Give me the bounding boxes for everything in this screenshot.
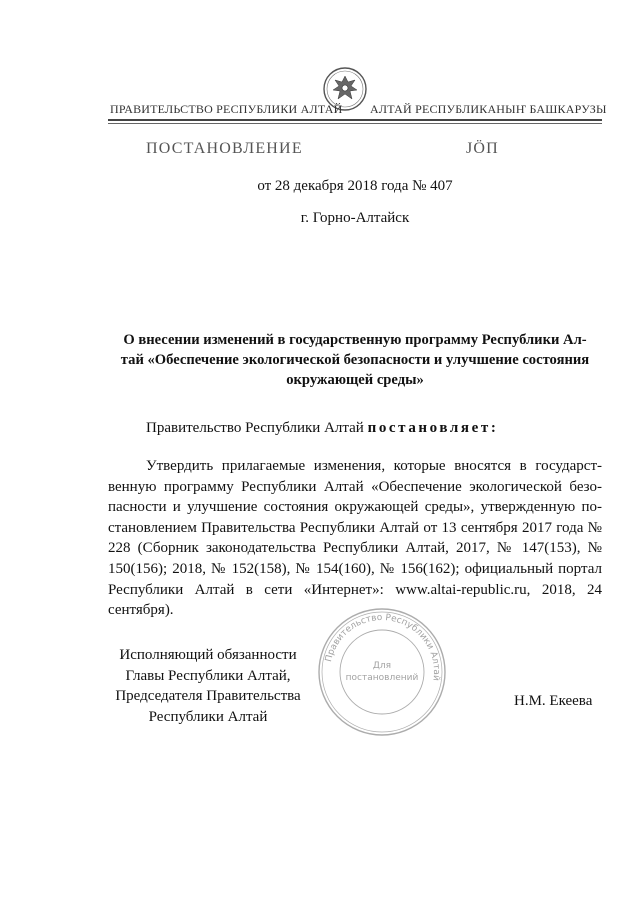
signatory-name: Н.М. Екеева xyxy=(514,693,593,709)
position-line: Председателя Правительства xyxy=(115,688,301,705)
doc-type-ru: ПОСТАНОВЛЕНИЕ xyxy=(146,140,303,157)
seal-ring-text: Правительство Республики Алтай xyxy=(324,612,442,682)
resolution-body: Утвердить прилагаемые изменения, которые вносятся в государст-венную программу Республики Алтай «Обеспечение экологической безо-пасности и улучшение состояния окружающей среды», утвержденную по-становлением Правительства Республики Алтай от 13 сентября 2017 года № 228 (Сборник законодательства Республики Алтай, 2017, № 147(153), № 150(156); 2018, № 152(158), № 154(160), № 156(162); официальный портал Республики Алтай в сети «Интернет»: www.altai-republic.ru, 2018, 24 сентября). xyxy=(108,458,602,619)
position-line: Исполняющий обязанности xyxy=(119,647,297,663)
document-title xyxy=(108,330,602,390)
header-government-name-alt: АЛТАЙ РЕСПУБЛИКАНЫҤ БАШКАРУЗЫ xyxy=(370,102,607,116)
doc-type-alt: JÖП xyxy=(466,140,499,157)
position-line: Главы Республики Алтай, xyxy=(125,667,291,684)
title-line: окружающей среды» xyxy=(286,372,424,388)
lead-text: Правительство Республики Алтай xyxy=(146,420,368,436)
signatory-position xyxy=(108,645,308,727)
document-city: г. Горно-Алтайск xyxy=(300,210,410,226)
seal-center-line1: Для xyxy=(372,661,392,671)
header-government-name-ru: ПРАВИТЕЛЬСТВО РЕСПУБЛИКИ АЛТАЙ xyxy=(110,102,343,116)
title-line: тай «Обеспечение экологической безопасности и улучшение состояния xyxy=(120,352,590,368)
position-line: Республики Алтай xyxy=(148,708,268,725)
title-line: О внесении изменений в государственную программу Республики Ал- xyxy=(123,332,587,348)
header-rule-thin xyxy=(108,123,602,124)
document-date-number: от 28 декабря 2018 года № 407 xyxy=(257,178,453,194)
lead-emphasis: постановляет: xyxy=(367,420,499,436)
seal-center-line2: постановлений xyxy=(345,673,419,683)
header-rule xyxy=(108,119,602,121)
resolution-lead xyxy=(146,420,498,437)
official-seal-stamp xyxy=(316,606,448,738)
